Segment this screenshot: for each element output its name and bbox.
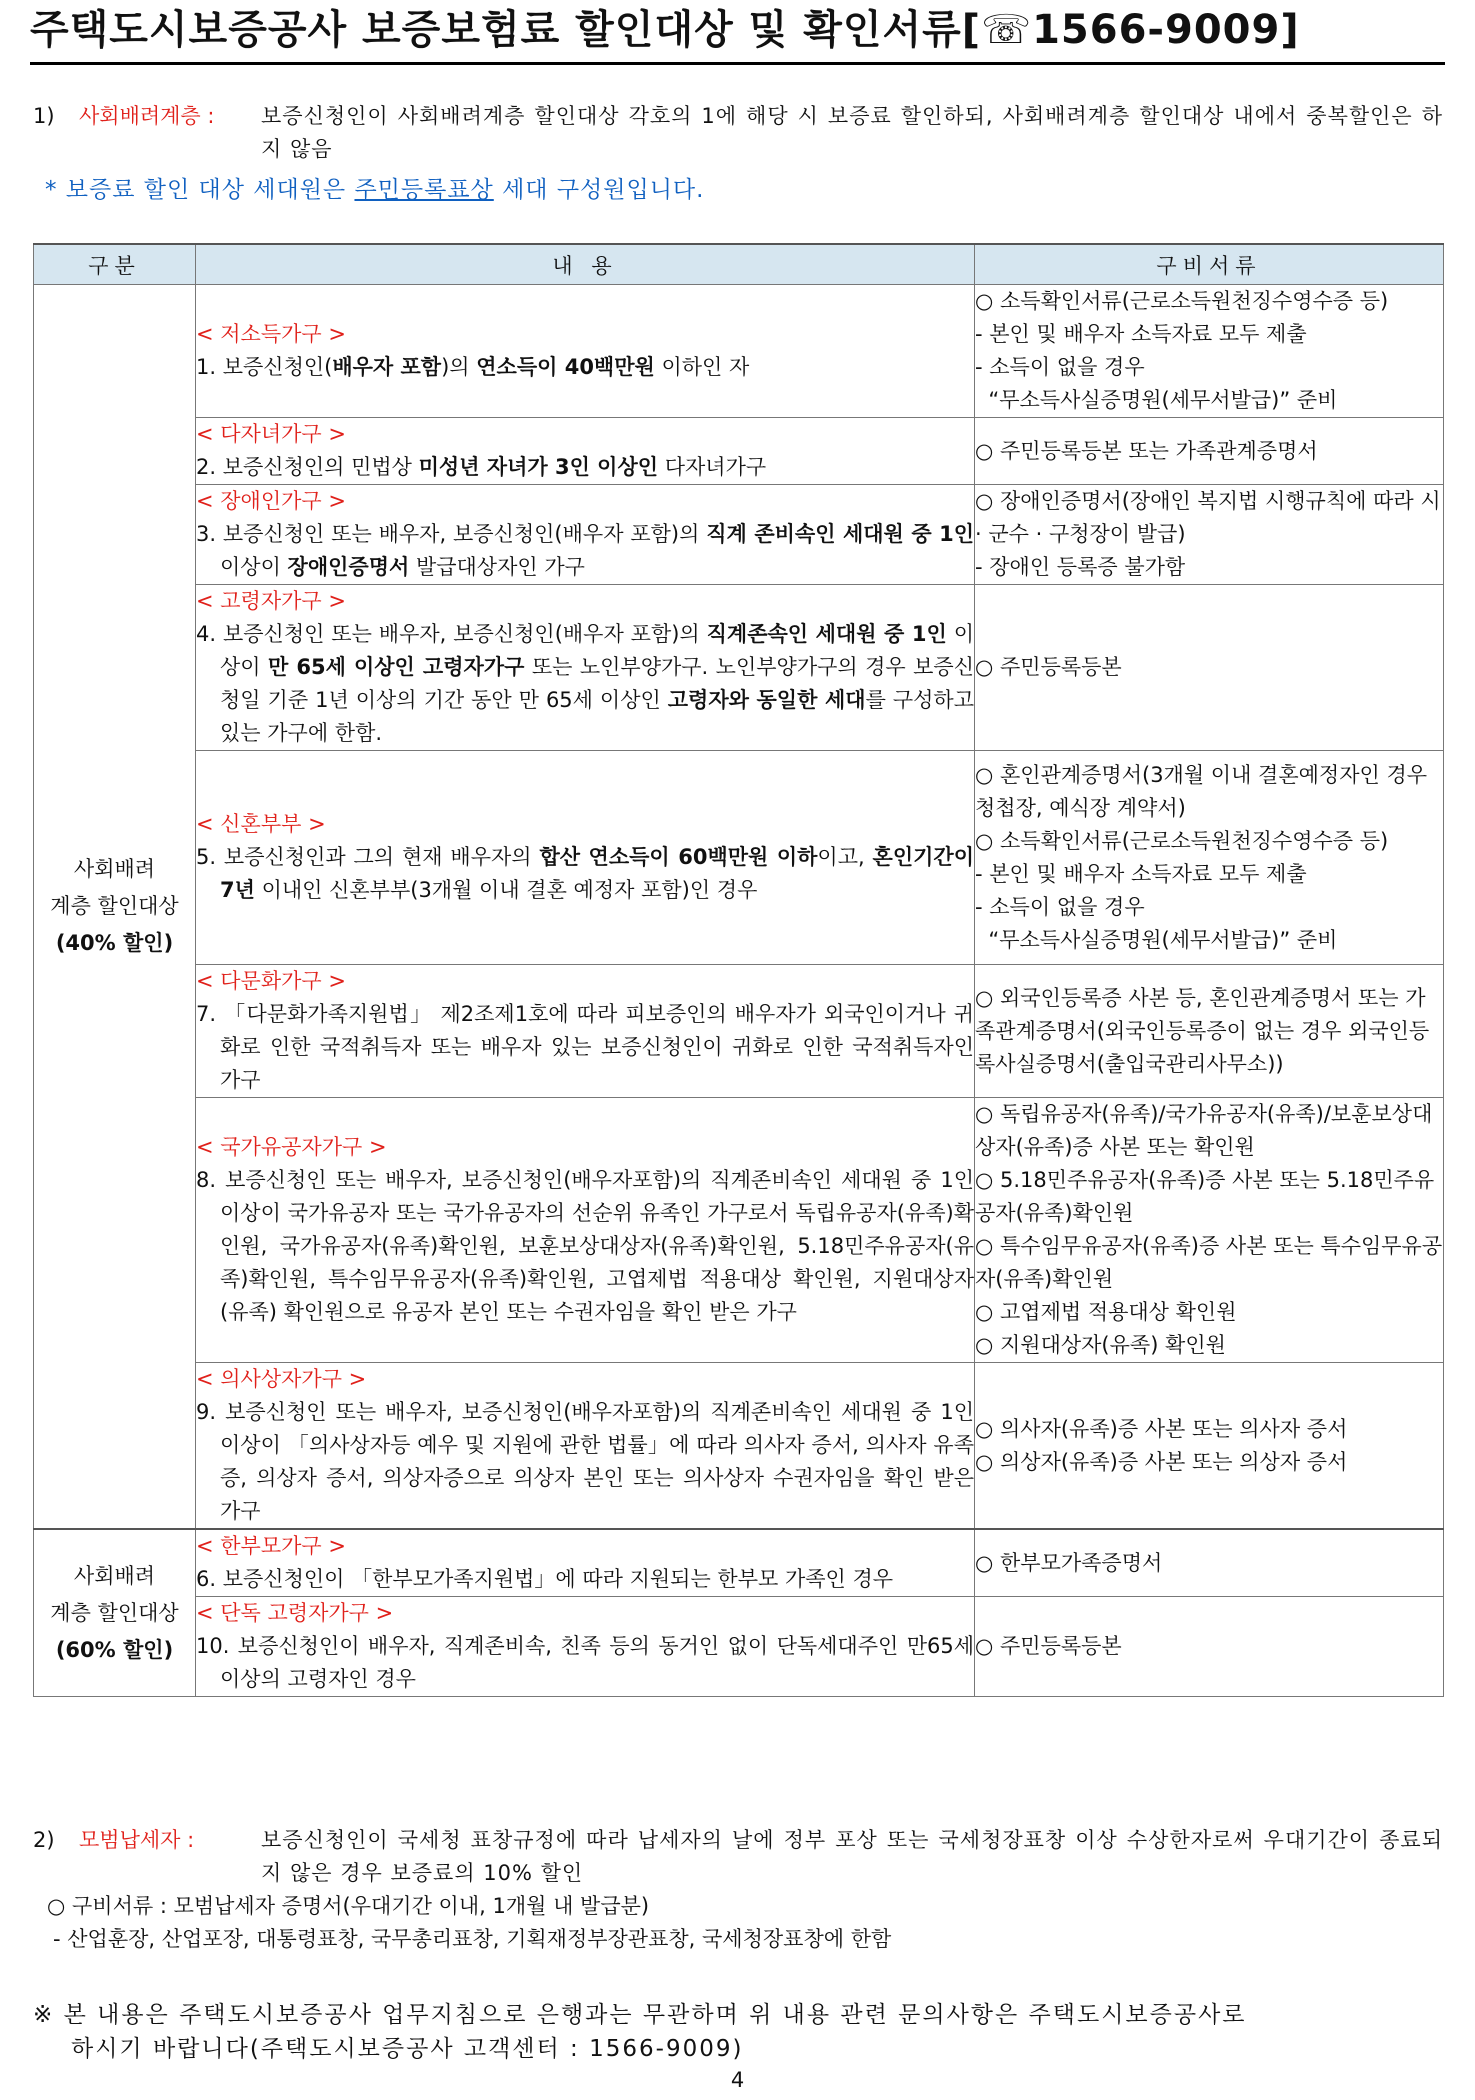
section-social-care <box>33 100 1443 207</box>
category-label: < 다문화가구 > <box>196 969 346 993</box>
group-40-percent <box>34 285 196 1530</box>
emphasis-text: 혼인기간이 7년 <box>220 845 974 902</box>
group-label-line: (40% 할인) <box>55 931 174 955</box>
item-description <box>196 1563 974 1596</box>
item-description <box>196 518 974 584</box>
document-line: ○ 주민등록등본 <box>975 655 1122 679</box>
row-documents <box>975 1597 1444 1697</box>
section2-number: 2) <box>33 1828 55 1852</box>
item-description <box>196 618 974 750</box>
emphasis-text: 만 65세 이상인 고령자가구 <box>268 655 525 679</box>
category-label: < 단독 고령자가구 > <box>196 1601 394 1625</box>
footer-line-2: 하시기 바랍니다(주택도시보증공사 고객센터 : 1566-9009) <box>71 2036 744 2062</box>
document-line: ○ 소득확인서류(근로소득원천징수영수증 등) <box>975 289 1389 313</box>
table-row <box>34 1363 1444 1530</box>
table-row <box>34 418 1444 485</box>
section1-text: 보증신청인이 사회배려계층 할인대상 각호의 1에 해당 시 보증료 할인하되, 사회배려계층 할인대상 내에서 중복할인은 하지 않음 <box>261 104 1443 161</box>
item-text: 8. 보증신청인 또는 배우자, 보증신청인(배우자포함)의 직계존비속인 세대원 중 1인 이상이 국가유공자 또는 국가유공자의 선순위 유족인 가구로서 독립유공자(유족)확인원, 국가유공자(유족)확인원, 보훈보상대상자(유족)확인원, 5.18민주유공자(유족)확인원, 특수임무유공자(유족)확인원, 고엽제법 적용대상 확인원, 지원대상자(유족) 확인원으로 유공자 본인 또는 수권자임을 확인 받은 가구 <box>196 1168 974 1324</box>
category-label: < 의사상자가구 > <box>196 1367 367 1391</box>
item-text: 를 구성하고 있는 가구에 한함. <box>220 688 974 745</box>
row-documents <box>975 751 1444 965</box>
table-row <box>34 585 1444 751</box>
document-line: ○ 독립유공자(유족)/국가유공자(유족)/보훈보상대상자(유족)증 사본 또는 확인원 <box>975 1102 1433 1159</box>
item-text: 다자녀가구 <box>658 455 767 479</box>
section2-keyword: 모범납세자 : <box>79 1828 195 1852</box>
document-line: ○ 주민등록등본 또는 가족관계증명서 <box>975 438 1318 463</box>
document-line: ○ 소득확인서류(근로소득원천징수영수증 등) <box>975 828 1389 853</box>
section2-documents: ○ 구비서류 : 모범납세자 증명서(우대기간 이내, 1개월 내 발급분) <box>47 1894 650 1918</box>
item-text: 또는 노인부양가구. 노인부양가구의 경우 보증신청일 기준 1년 이상의 기간 동안 만 65세 이상인 <box>220 655 974 712</box>
item-text: 이하인 자 <box>654 355 750 379</box>
page-number: 4 <box>730 2068 745 2092</box>
document-line: ○ 고엽제법 적용대상 확인원 <box>975 1300 1237 1324</box>
emphasis-text: 장애인증명서 <box>287 555 410 579</box>
row-content <box>196 751 975 965</box>
item-description <box>196 841 974 907</box>
row-content <box>196 1098 975 1363</box>
emphasis-text: 배우자 포함 <box>332 355 442 379</box>
document-line: ○ 혼인관계증명서(3개월 이내 결혼예정자인 경우 청첩장, 예식장 계약서) <box>975 762 1434 820</box>
category-label: < 국가유공자가구 > <box>196 1135 387 1159</box>
row-content <box>196 485 975 585</box>
item-text: 7. 「다문화가족지원법」 제2조제1호에 따라 피보증인의 배우자가 외국인이거나 귀화로 인한 국적취득자 또는 배우자 있는 보증신청인이 귀화로 인한 국적취득자인 가구 <box>196 1002 974 1092</box>
item-text: 10. 보증신청인이 배우자, 직계존비속, 친족 등의 동거인 없이 단독세대주인 만65세 이상의 고령자인 경우 <box>196 1634 974 1691</box>
row-content <box>196 1597 975 1697</box>
document-line: ○ 5.18민주유공자(유족)증 사본 또는 5.18민주유공자(유족)확인원 <box>975 1168 1435 1225</box>
document-line: ○ 특수임무유공자(유족)증 사본 또는 특수임무유공자(유족)확인원 <box>975 1234 1443 1291</box>
document-line: ○ 의상자(유족)증 사본 또는 의상자 증서 <box>975 1449 1348 1474</box>
note-suffix: 세대 구성원입니다. <box>493 177 705 203</box>
category-label: < 다자녀가구 > <box>196 422 346 446</box>
group-label-line: 계층 할인대상 <box>50 1600 179 1625</box>
document-line: ○ 주민등록등본 <box>975 1634 1122 1658</box>
group-label-line: 계층 할인대상 <box>50 894 179 918</box>
section-model-taxpayer <box>33 1824 1443 1956</box>
item-text: 4. 보증신청인 또는 배우자, 보증신청인(배우자 포함)의 <box>196 622 707 646</box>
row-documents <box>975 965 1444 1098</box>
row-content <box>196 585 975 751</box>
row-documents <box>975 1529 1444 1597</box>
title-divider <box>30 62 1445 65</box>
item-text: 1. 보증신청인( <box>196 355 333 379</box>
header-content: 내 용 <box>196 244 975 285</box>
table-row <box>34 1597 1444 1697</box>
item-description <box>196 351 974 384</box>
item-text: 이상이 <box>220 622 975 679</box>
header-category: 구분 <box>34 244 196 285</box>
row-content <box>196 1363 975 1530</box>
note-prefix: * 보증료 할인 대상 세대원은 <box>45 177 355 203</box>
group-60-percent <box>34 1529 196 1697</box>
row-content <box>196 1529 975 1597</box>
emphasis-text: 미성년 자녀가 3인 이상인 <box>418 455 659 479</box>
item-text: 9. 보증신청인 또는 배우자, 보증신청인(배우자포함)의 직계존비속인 세대원 중 1인 이상이 「의사상자등 예우 및 지원에 관한 법률」에 따라 의사자 증서, 의사자 유족증, 의상자 증서, 의상자증으로 의상자 본인 또는 의사상자 수권자임을 확인 받은 가구 <box>196 1400 974 1523</box>
document-line: ○ 외국인등록증 사본 등, 혼인관계증명서 또는 가족관계증명서(외국인등록증이 없는 경우 외국인등록사실증명서(출입국관리사무소)) <box>975 985 1430 1076</box>
item-description <box>196 1630 974 1696</box>
row-documents <box>975 285 1444 418</box>
item-text: )의 <box>441 355 477 379</box>
category-label: < 저소득가구 > <box>196 322 346 346</box>
section2-list: - 산업훈장, 산업포장, 대통령표창, 국무총리표창, 기획재정부장관표창, 국세청장표창에 한함 <box>53 1927 892 1951</box>
item-text: 이고, <box>817 845 873 869</box>
document-line: “무소득사실증명원(세무서발급)” 준비 <box>975 388 1338 412</box>
category-label: < 고령자가구 > <box>196 589 346 613</box>
item-description <box>196 1396 974 1528</box>
table-row <box>34 751 1444 965</box>
item-text: 6. 보증신청인이 「한부모가족지원법」에 따라 지원되는 한부모 가족인 경우 <box>196 1567 894 1591</box>
section2-text: 보증신청인이 국세청 표창규정에 따라 납세자의 날에 정부 포상 또는 국세청장표창 이상 수상한자로써 우대기간이 종료되지 않은 경우 보증료의 10% 할인 <box>261 1828 1443 1885</box>
header-documents: 구비서류 <box>975 244 1444 285</box>
emphasis-text: 연소득이 40백만원 <box>476 355 655 379</box>
section1-note <box>33 174 1443 207</box>
document-line: - 장애인 등록증 불가함 <box>975 555 1186 579</box>
item-description <box>196 998 974 1097</box>
row-documents <box>975 1098 1444 1363</box>
footer-notice <box>33 1998 1443 2066</box>
row-documents <box>975 585 1444 751</box>
item-text: 5. 보증신청인과 그의 현재 배우자의 <box>196 845 540 869</box>
row-content <box>196 418 975 485</box>
emphasis-text: 직계 존비속인 세대원 중 1인 <box>706 522 974 546</box>
item-text: 발급대상자인 가구 <box>409 555 585 579</box>
table-row <box>34 485 1444 585</box>
group-label-line: (60% 할인) <box>55 1637 174 1662</box>
document-line: ○ 장애인증명서(장애인 복지법 시행규칙에 따라 시 · 군수 · 구청장이 발급) <box>975 489 1448 546</box>
discount-table <box>33 243 1448 1697</box>
group-label-line: 사회배려 <box>73 1563 156 1588</box>
table-row <box>34 965 1444 1098</box>
row-documents <box>975 1363 1444 1530</box>
section1-keyword: 사회배려계층 : <box>79 104 215 128</box>
table-row <box>34 285 1444 418</box>
item-description <box>196 451 974 484</box>
item-description <box>196 1164 974 1329</box>
note-underlined: 주민등록표상 <box>354 177 494 203</box>
emphasis-text: 고령자와 동일한 세대 <box>667 688 866 712</box>
table-row <box>34 1098 1444 1363</box>
row-documents <box>975 485 1448 585</box>
group-label-line: 사회배려 <box>73 857 156 881</box>
section1-number: 1) <box>33 104 55 128</box>
document-line: - 본인 및 배우자 소득자료 모두 제출 <box>975 322 1307 346</box>
document-line: “무소득사실증명원(세무서발급)” 준비 <box>975 927 1338 952</box>
document-line: - 소득이 없을 경우 <box>975 355 1145 379</box>
emphasis-text: 직계존속인 세대원 중 1인 <box>706 622 947 646</box>
emphasis-text: 합산 연소득이 60백만원 이하 <box>539 845 818 869</box>
document-line: ○ 의사자(유족)증 사본 또는 의사자 증서 <box>975 1416 1348 1441</box>
table-header-row <box>34 244 1444 285</box>
category-label: < 장애인가구 > <box>196 489 346 513</box>
item-text: 2. 보증신청인의 민법상 <box>196 455 419 479</box>
document-line: ○ 지원대상자(유족) 확인원 <box>975 1333 1226 1357</box>
document-line: ○ 한부모가족증명서 <box>975 1550 1163 1575</box>
row-content <box>196 285 975 418</box>
page-title: 주택도시보증공사 보증보험료 할인대상 및 확인서류[☏1566-9009] <box>30 7 1300 53</box>
document-line: - 본인 및 배우자 소득자료 모두 제출 <box>975 861 1307 886</box>
item-text: 이상이 <box>220 555 288 579</box>
item-text: 3. 보증신청인 또는 배우자, 보증신청인(배우자 포함)의 <box>196 522 707 546</box>
item-text: 이내인 신혼부부(3개월 이내 결혼 예정자 포함)인 경우 <box>254 878 758 902</box>
row-content <box>196 965 975 1098</box>
footer-line-1: ※ 본 내용은 주택도시보증공사 업무지침으로 은행과는 무관하며 위 내용 관련 문의사항은 주택도시보증공사로 <box>33 2002 1247 2028</box>
table-row <box>34 1529 1444 1597</box>
document-line: - 소득이 없을 경우 <box>975 894 1145 919</box>
category-label: < 한부모가구 > <box>196 1534 346 1558</box>
category-label: < 신혼부부 > <box>196 812 326 836</box>
row-documents <box>975 418 1444 485</box>
